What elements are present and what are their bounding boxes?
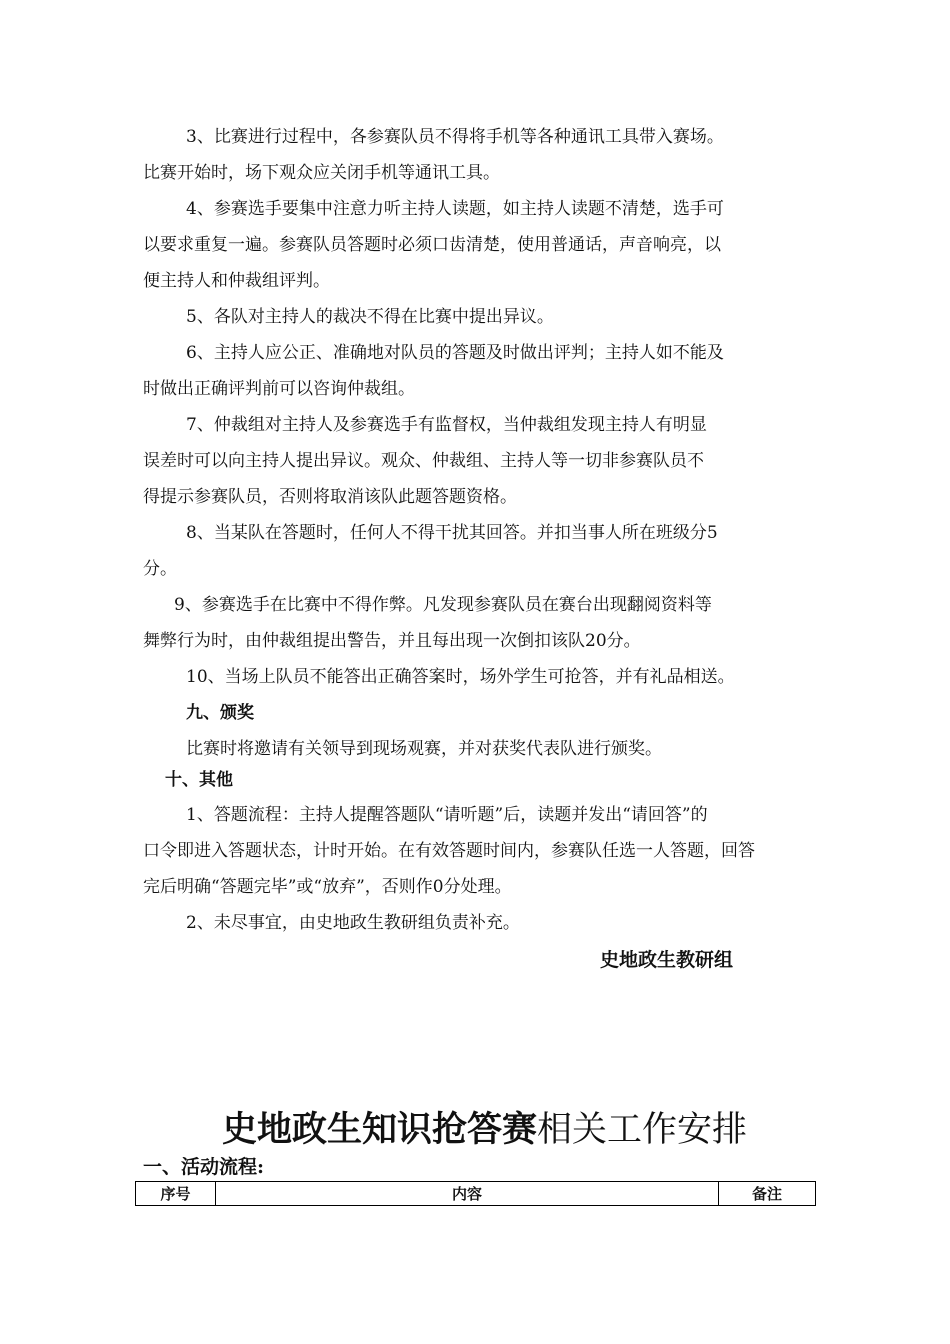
section-10-item-2-line-1: 2、未尽事宜，由史地政生教研组负责补充。 <box>186 913 520 933</box>
rule-8-line-1: 8、当某队在答题时，任何人不得干扰其回答。并扣当事人所在班级分5 <box>186 523 718 543</box>
section-10-item-1-line-1: 1、答题流程：主持人提醒答题队“请听题”后，读题并发出“请回答”的 <box>186 805 708 825</box>
section-10-item-1-line-3: 完后明确“答题完毕”或“放弃”，否则作0分处理。 <box>143 877 512 897</box>
rule-7-line-3: 得提示参赛队员，否则将取消该队此题答题资格。 <box>143 487 517 507</box>
rule-8-line-2: 分。 <box>143 559 177 579</box>
section-10-heading: 十、其他 <box>165 770 233 790</box>
header-cell-content: 内容 <box>216 1182 719 1206</box>
rule-3-line-1: 3、比赛进行过程中，各参赛队员不得将手机等各种通讯工具带入赛场。 <box>186 127 724 147</box>
activity-flow-heading: 一、活动流程: <box>143 1156 265 1178</box>
rule-3-line-2: 比赛开始时，场下观众应关闭手机等通讯工具。 <box>143 163 500 183</box>
rule-9-line-2: 舞弊行为时，由仲裁组提出警告，并且每出现一次倒扣该队20分。 <box>143 631 641 651</box>
activity-flow-table <box>135 1181 816 1206</box>
section-10-item-1-line-2: 口令即进入答题状态，计时开始。在有效答题时间内，参赛队任选一人答题，回答 <box>143 841 755 861</box>
rule-9-line-1: 9、参赛选手在比赛中不得作弊。凡发现参赛队员在赛台出现翻阅资料等 <box>174 595 712 615</box>
section-9-text: 比赛时将邀请有关领导到现场观赛，并对获奖代表队进行颁奖。 <box>186 739 662 759</box>
document-title-bold: 史地政生知识抢答赛 <box>222 1109 538 1150</box>
rule-4-line-3: 便主持人和仲裁组评判。 <box>143 271 330 291</box>
rule-7-line-2: 误差时可以向主持人提出异议。观众、仲裁组、主持人等一切非参赛队员不 <box>143 451 704 471</box>
header-cell-remarks: 备注 <box>719 1182 816 1206</box>
rule-6-line-1: 6、主持人应公正、准确地对队员的答题及时做出评判；主持人如不能及 <box>186 343 724 363</box>
rule-6-line-2: 时做出正确评判前可以咨询仲裁组。 <box>143 379 415 399</box>
rule-10-line-1: 10、当场上队员不能答出正确答案时，场外学生可抢答，并有礼品相送。 <box>186 667 735 687</box>
rule-4-line-2: 以要求重复一遍。参赛队员答题时必须口齿清楚，使用普通话，声音响亮，以 <box>143 235 721 255</box>
rule-7-line-1: 7、仲裁组对主持人及参赛选手有监督权，当仲裁组发现主持人有明显 <box>186 415 707 435</box>
section-9-heading: 九、颁奖 <box>186 703 254 723</box>
header-cell-number: 序号 <box>136 1182 216 1206</box>
document-title <box>222 1108 747 1152</box>
rule-4-line-1: 4、参赛选手要集中注意力听主持人读题，如主持人读题不清楚，选手可 <box>186 199 724 219</box>
signature: 史地政生教研组 <box>600 949 734 971</box>
table-header-row <box>136 1182 816 1206</box>
document-title-light: 相关工作安排 <box>537 1110 748 1150</box>
rule-5-line-1: 5、各队对主持人的裁决不得在比赛中提出异议。 <box>186 307 554 327</box>
